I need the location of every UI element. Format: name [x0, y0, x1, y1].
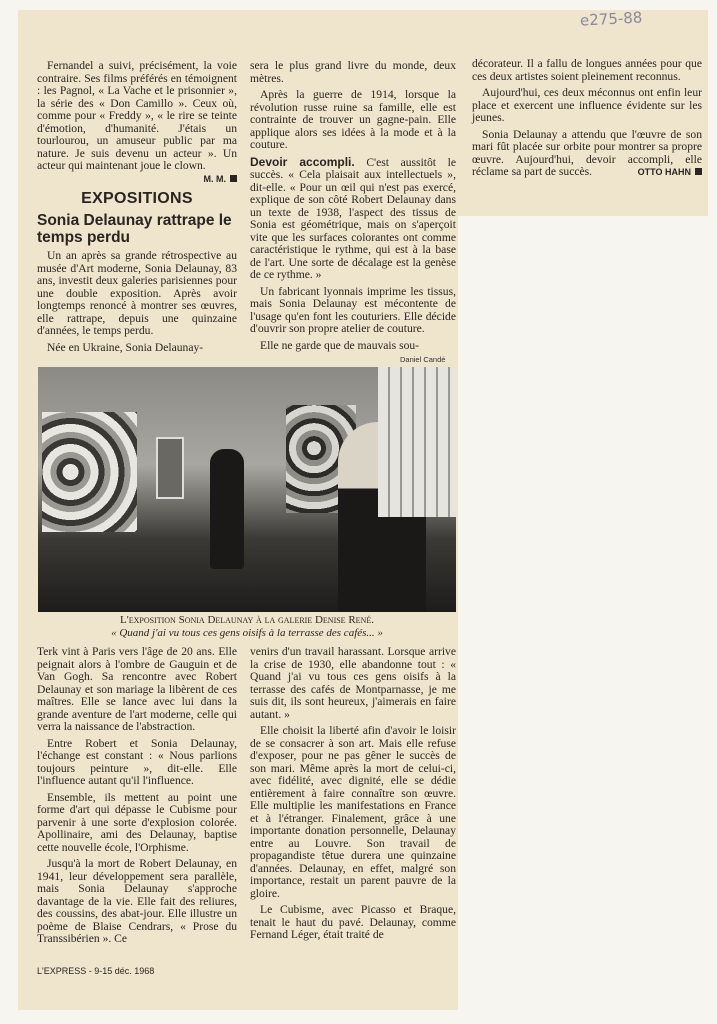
- caption-quote: « Quand j'ai vu tous ces gens oisifs à la terrasse des cafés... »: [111, 627, 383, 639]
- column-2-top: [250, 60, 456, 356]
- signature: OTTO HAHN: [628, 166, 702, 179]
- paragraph: Fernandel a suivi, précisément, la voie contraire. Ses films préférés en témoignent : les Pagnol, « La Vache et le prisonnier », la série des « Don Camillo ». Ceux où, comme pour « Freddy », « le rire se teinte d'émotion, d'humanité. J'étais un tourlourou, un amuseur public par ma nature. Je suis devenu un acteur ». Un acteur qui maintenant joue le clown. M. M.: [37, 59, 237, 184]
- paragraph: Un fabricant lyonnais imprime les tissus, mais Sonia Delaunay est mécontente de l'usage qu'en font les couturiers. Elle décide d'ouvrir son propre atelier de couture.: [250, 284, 456, 335]
- paragraph: Après la guerre de 1914, lorsque la révolution russe ruine sa famille, elle est contrainte de trouver un gagne-pain. Elle applique alors ses idées à la mode et à la couture.: [250, 88, 456, 151]
- paragraph: Née en Ukraine, Sonia Delaunay-: [47, 340, 204, 354]
- publication-footer: L'EXPRESS - 9-15 déc. 1968: [37, 966, 155, 976]
- signature: M. M.: [194, 173, 238, 186]
- caption-title: L'exposition Sonia Delaunay à la galerie Denise René.: [120, 614, 374, 626]
- paragraph: Le Cubisme, avec Picasso et Braque, tenait le haut du pavé. Delaunay, comme Fernand Léger, était traité de: [250, 903, 456, 941]
- visitor-silhouette: [210, 449, 244, 569]
- paragraph: venirs d'un travail harassant. Lorsque arrive la crise de 1930, elle abandonne tout : « Quand j'ai vu tous ces gens oisifs à la terrasse des cafés de Montparnasse, je me suis dit, ils sont heureux, j'aimerais en faire autant. »: [250, 645, 456, 721]
- top-left-article-end: [37, 60, 237, 185]
- paragraph: Terk vint à Paris vers l'âge de 20 ans. Elle peignait alors à l'ombre de Gauguin et de Van Gogh. Sa rencontre avec Robert Delaunay et son mariage la libèrent de ces maîtres. Elle se lance avec lui dans la grande aventure de l'art moderne, celle qui verra la naissance de l'abstraction.: [37, 645, 237, 733]
- column-1-bottom: [37, 646, 237, 950]
- window: [378, 367, 456, 517]
- section-rubric: EXPOSITIONS: [81, 190, 193, 207]
- paragraph: Aujourd'hui, ces deux méconnus ont enfin leur place et exercent une influence évidente sur les jeunes.: [472, 86, 702, 124]
- painting: [156, 437, 184, 499]
- paragraph: sera le plus grand livre du monde, deux mètres.: [250, 59, 456, 85]
- article-headline: Sonia Delaunay rattrape le temps perdu: [37, 212, 232, 246]
- photo-caption: [38, 614, 456, 640]
- column-2-bottom: [250, 646, 456, 946]
- paragraph: Elle ne garde que de mauvais sou-: [260, 338, 420, 352]
- paragraph: Elle choisit la liberté afin d'avoir le loisir de se consacrer à son art. Mais elle refuse d'exposer, pour ne pas gêner le succès de son mari. Même après la mort de celui-ci, avec fidélité, avec dignité, elle se dédie entièrement à faire connaître son œuvre. Elle multiplie les manifestations en France et à l'étranger. Finalement, grâce à une importante donation personnelle, Delaunay entre au Louvre. Son travail de propagandiste têtue durera une quinzaine d'années. Delaunay, en effet, malgré son importance, restait un parent pauvre de la gloire.: [250, 724, 456, 900]
- photo-credit: Daniel Candé: [400, 355, 446, 364]
- paragraph: Sonia Delaunay a attendu que l'œuvre de son mari fût placée sur orbite pour montrer sa propre œuvre. Aujourd'hui, devoir accompli, elle réclame sa part de succès. OTTO HAHN: [472, 127, 702, 178]
- paragraph: Ensemble, ils mettent au point une forme d'art qui dépasse le Cubisme pour parvenir à une sorte d'explosion colorée. Apollinaire, ami des Delaunay, baptise cette nouvelle école, l'Orphisme.: [37, 790, 237, 854]
- painting: [42, 412, 137, 532]
- handwritten-reference: e275-88: [579, 8, 643, 30]
- column-3-top: [472, 58, 702, 183]
- paragraph: Devoir accompli. C'est aussitôt le succès. « Cela plaisait aux intellectuels », dit-elle. « Pour un œil qui n'est pas exercé, explique de son côté Robert Delaunay dans un texte de 1938, l'aspect des tissus de Sonia est géométrique, mais on s'aperçoit vite que les surfaces colorantes ont comme caractéristique le rythme, qui est à la base de l'art. Une sorte de décalage est la genèse de ce rythme. »: [250, 154, 456, 281]
- paragraph: Jusqu'à la mort de Robert Delaunay, en 1941, leur développement sera parallèle, mais Sonia Delaunay s'approche davantage de la vie. Elle fait des reliures, des coussins, des abat-jour. Elle illustre un poème de Blaise Cendrars, « Prose du Transsibérien ». Ce: [37, 857, 237, 945]
- paragraph: Entre Robert et Sonia Delaunay, l'échange est constant : « Nous parlions toujours peinture », dit-elle. Elle l'influence autant qu'il l'influence.: [37, 736, 237, 787]
- exhibition-photo: [38, 367, 456, 612]
- paragraph: décorateur. Il a fallu de longues années pour que ces deux artistes soient pleinement reconnus.: [472, 57, 702, 83]
- column-1-top: [37, 250, 237, 358]
- subheading: Devoir accompli.: [250, 154, 355, 169]
- paragraph: Un an après sa grande rétrospective au musée d'Art moderne, Sonia Delaunay, 83 ans, investit deux galeries parisiennes pour une double exposition. Après avoir longtemps renoncé à montrer ses œuvres, elle rattrape, depuis une quinzaine d'années, le temps perdu.: [37, 249, 237, 337]
